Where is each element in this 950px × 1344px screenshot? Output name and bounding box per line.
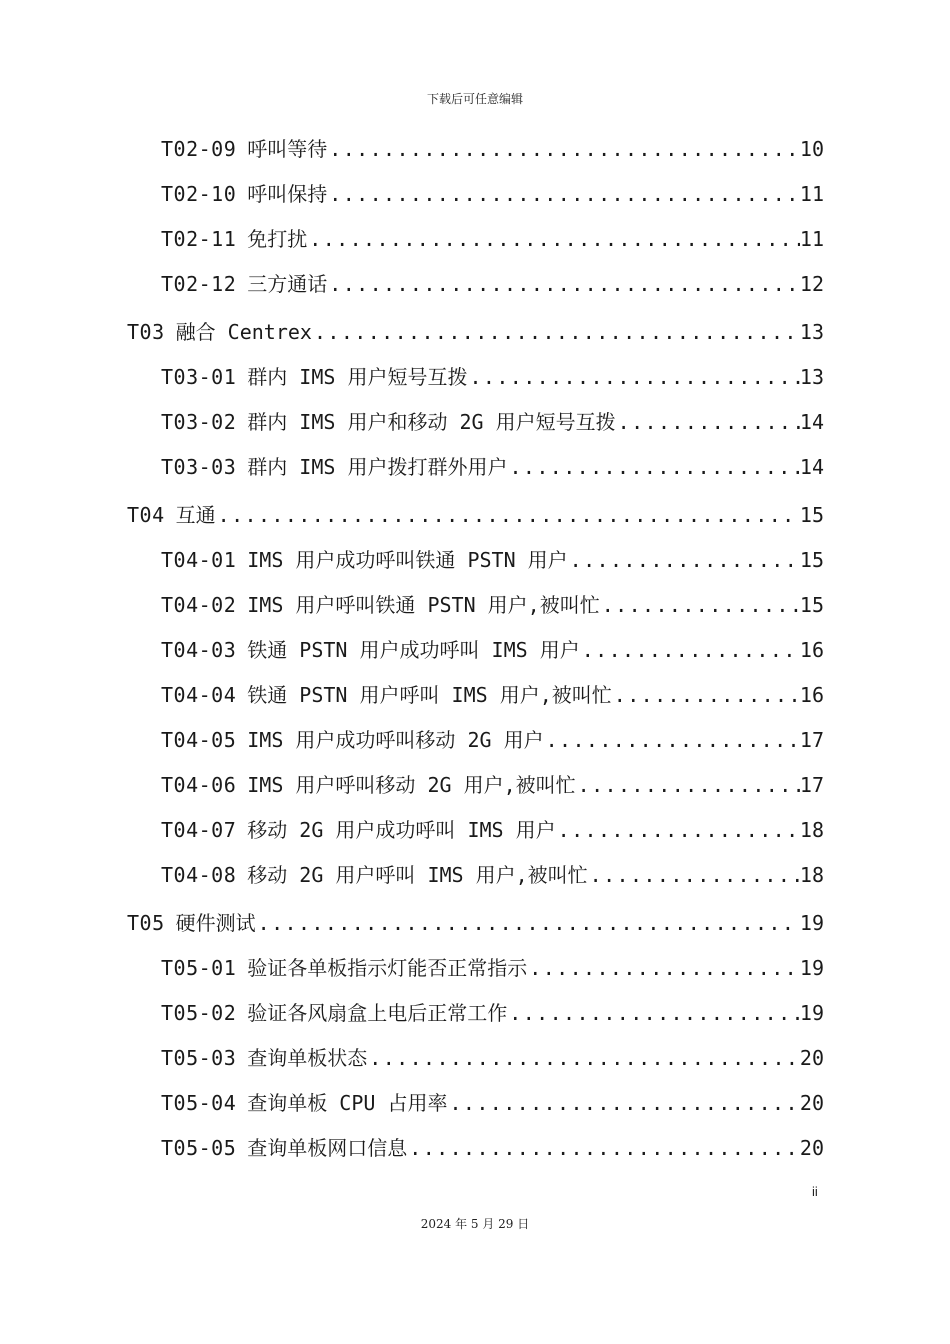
toc-dot-leader — [527, 953, 800, 983]
toc-entry-title: 铁通 PSTN 用户呼叫 IMS 用户,被叫忙 — [247, 683, 612, 707]
toc-entry-page: 16 — [799, 683, 824, 707]
toc-entry-code: T04-05 — [161, 728, 237, 752]
toc-entry-title: 呼叫等待 — [247, 137, 328, 161]
toc-dot-leader — [327, 134, 800, 164]
toc-entry-code: T03-01 — [161, 365, 237, 389]
toc-dot-leader — [580, 635, 800, 665]
toc-entry-page: 20 — [799, 1136, 824, 1160]
toc-entry-title: IMS 用户呼叫移动 2G 用户,被叫忙 — [247, 773, 576, 797]
toc-entry-title: 查询单板 CPU 占用率 — [247, 1091, 448, 1115]
toc-entry-code: T04 — [127, 503, 165, 527]
toc-dot-leader — [447, 1088, 799, 1118]
toc-subsection-entry[interactable] — [161, 725, 824, 755]
page-header: 下载后可任意编辑 — [426, 92, 523, 106]
toc-entry-page: 16 — [799, 638, 824, 662]
toc-entry-page: 20 — [799, 1091, 824, 1115]
toc-subsection-entry[interactable] — [161, 1043, 824, 1073]
toc-dot-leader — [467, 362, 799, 392]
toc-subsection-entry[interactable] — [161, 590, 824, 620]
toc-entry-code: T02-10 — [161, 182, 237, 206]
toc-dot-leader — [600, 590, 800, 620]
toc-dot-leader — [327, 179, 800, 209]
toc-entry-code: T04-02 — [161, 593, 237, 617]
toc-dot-leader — [612, 680, 800, 710]
toc-entry-page: 20 — [799, 1046, 824, 1070]
toc-entry-page: 12 — [799, 272, 824, 296]
toc-dot-leader — [556, 815, 800, 845]
toc-entry-code: T04-07 — [161, 818, 237, 842]
toc-entry-title: IMS 用户成功呼叫移动 2G 用户 — [247, 728, 544, 752]
toc-dot-leader — [312, 317, 800, 347]
toc-entry-title: 互通 — [175, 503, 216, 527]
toc-entry-code: T04-01 — [161, 548, 237, 572]
toc-entry-title: 验证各风扇盒上电后正常工作 — [247, 1001, 508, 1025]
toc-entry-title: 移动 2G 用户成功呼叫 IMS 用户 — [247, 818, 556, 842]
toc-entry-page: 18 — [799, 863, 824, 887]
toc-subsection-entry[interactable] — [161, 362, 824, 392]
toc-entry-title: 免打扰 — [247, 227, 308, 251]
toc-section-entry[interactable] — [127, 500, 824, 530]
toc-subsection-entry[interactable] — [161, 224, 824, 254]
toc-entry-page: 18 — [799, 818, 824, 842]
toc-entry-title: IMS 用户成功呼叫铁通 PSTN 用户 — [247, 548, 568, 572]
toc-subsection-entry[interactable] — [161, 179, 824, 209]
toc-entry-page: 17 — [799, 728, 824, 752]
toc-entry-code: T02-11 — [161, 227, 237, 251]
toc-entry-title: 硬件测试 — [175, 911, 256, 935]
page-number: ii — [812, 1184, 818, 1199]
toc-subsection-entry[interactable] — [161, 134, 824, 164]
toc-entry-code: T02-12 — [161, 272, 237, 296]
toc-entry-page: 13 — [799, 320, 824, 344]
toc-entry-page: 15 — [799, 593, 824, 617]
toc-entry-code: T03-02 — [161, 410, 237, 434]
toc-dot-leader — [407, 1133, 800, 1163]
toc-subsection-entry[interactable] — [161, 770, 824, 800]
toc-subsection-entry[interactable] — [161, 680, 824, 710]
toc-entry-code: T05-01 — [161, 956, 237, 980]
toc-subsection-entry[interactable] — [161, 545, 824, 575]
toc-entry-title: 群内 IMS 用户拨打群外用户 — [247, 455, 508, 479]
toc-dot-leader — [256, 908, 800, 938]
toc-entry-code: T04-04 — [161, 683, 237, 707]
toc-entry-page: 19 — [799, 1001, 824, 1025]
toc-subsection-entry[interactable] — [161, 452, 824, 482]
toc-dot-leader — [588, 860, 800, 890]
toc-subsection-entry[interactable] — [161, 860, 824, 890]
toc-entry-code: T05-03 — [161, 1046, 237, 1070]
toc-entry-code: T05 — [127, 911, 165, 935]
toc-entry-title: 铁通 PSTN 用户成功呼叫 IMS 用户 — [247, 638, 580, 662]
toc-entry-page: 17 — [799, 773, 824, 797]
toc-dot-leader — [507, 998, 800, 1028]
toc-dot-leader — [616, 407, 800, 437]
toc-entry-page: 14 — [799, 410, 824, 434]
toc-dot-leader — [216, 500, 800, 530]
toc-subsection-entry[interactable] — [161, 998, 824, 1028]
toc-entry-code: T04-08 — [161, 863, 237, 887]
toc-entry-title: 查询单板状态 — [247, 1046, 368, 1070]
toc-entry-code: T05-04 — [161, 1091, 237, 1115]
toc-entry-page: 11 — [799, 182, 824, 206]
toc-entry-code: T04-03 — [161, 638, 237, 662]
toc-entry-title: 三方通话 — [247, 272, 328, 296]
toc-dot-leader — [307, 224, 800, 254]
toc-entry-title: 群内 IMS 用户和移动 2G 用户短号互拨 — [247, 410, 616, 434]
toc-dot-leader — [367, 1043, 800, 1073]
toc-entry-title: 移动 2G 用户呼叫 IMS 用户,被叫忙 — [247, 863, 588, 887]
toc-subsection-entry[interactable] — [161, 815, 824, 845]
toc-entry-title: 呼叫保持 — [247, 182, 328, 206]
toc-dot-leader — [568, 545, 800, 575]
toc-entry-code: T03-03 — [161, 455, 237, 479]
toc-entry-page: 19 — [799, 956, 824, 980]
toc-subsection-entry[interactable] — [161, 953, 824, 983]
toc-entry-code: T03 — [127, 320, 165, 344]
toc-dot-leader — [327, 269, 800, 299]
toc-entry-page: 10 — [799, 137, 824, 161]
toc-dot-leader — [544, 725, 800, 755]
page-footer-date: 2024 年 5 月 29 日 — [420, 1217, 530, 1231]
toc-entry-page: 19 — [799, 911, 824, 935]
toc-section-entry[interactable] — [127, 317, 824, 347]
toc-entry-page: 11 — [799, 227, 824, 251]
toc-entry-code: T02-09 — [161, 137, 237, 161]
toc-entry-page: 13 — [799, 365, 824, 389]
toc-entry-code: T05-02 — [161, 1001, 237, 1025]
toc-subsection-entry[interactable] — [161, 407, 824, 437]
toc-entry-code: T05-05 — [161, 1136, 237, 1160]
toc-entry-page: 15 — [799, 548, 824, 572]
toc-entry-title: IMS 用户呼叫铁通 PSTN 用户,被叫忙 — [247, 593, 600, 617]
toc-entry-title: 查询单板网口信息 — [247, 1136, 408, 1160]
toc-dot-leader — [507, 452, 799, 482]
toc-entry-page: 14 — [799, 455, 824, 479]
toc-entry-title: 融合 Centrex — [175, 320, 312, 344]
toc-entry-title: 群内 IMS 用户短号互拨 — [247, 365, 468, 389]
toc-subsection-entry[interactable] — [161, 635, 824, 665]
toc-section-entry[interactable] — [127, 908, 824, 938]
toc-entry-title: 验证各单板指示灯能否正常指示 — [247, 956, 528, 980]
toc-subsection-entry[interactable] — [161, 1133, 824, 1163]
toc-entry-code: T04-06 — [161, 773, 237, 797]
toc-dot-leader — [576, 770, 800, 800]
toc-subsection-entry[interactable] — [161, 1088, 824, 1118]
toc-subsection-entry[interactable] — [161, 269, 824, 299]
toc-entry-page: 15 — [799, 503, 824, 527]
